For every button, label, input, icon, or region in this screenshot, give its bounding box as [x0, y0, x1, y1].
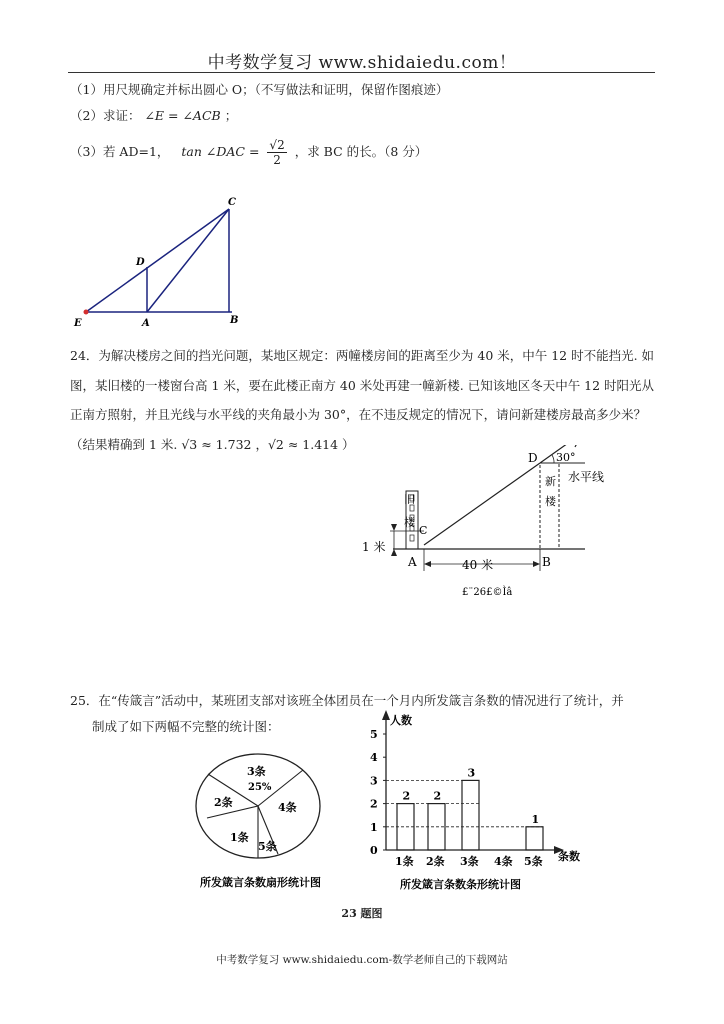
- label-40-meters: 40 米: [462, 558, 494, 572]
- header-divider: [68, 72, 655, 73]
- label-horizontal-line: 水平线: [568, 470, 605, 484]
- x-tick-label: 1条: [395, 855, 414, 868]
- label-B: B: [230, 315, 239, 326]
- part3-fraction-denominator: 2: [273, 153, 281, 167]
- pie-chart: [190, 750, 350, 895]
- angle-arc: [552, 455, 554, 463]
- x-tick-label: 5条: [524, 855, 543, 868]
- pie-label-percent: 25%: [248, 782, 272, 793]
- problem24-line1: 24．为解决楼房之间的挡光问题，某地区规定：两幢楼房间的距离至少为 40 米，中午 12 时不能挡光. 如: [70, 348, 655, 363]
- arrow-down-icon: [391, 524, 397, 531]
- arrow-left-icon: [424, 561, 431, 567]
- label-A: A: [408, 555, 417, 569]
- sun-ray-arrow-icon: [570, 445, 582, 447]
- part2-prefix: （2）求证：: [70, 108, 141, 123]
- bar-5: [526, 827, 543, 850]
- part3-tan: tan ∠DAC =: [181, 144, 260, 159]
- segment-AC: [147, 209, 229, 312]
- label-D: D: [136, 257, 145, 268]
- bar-data-label: 2: [433, 789, 442, 803]
- figure-caption: £¨26£©Ìâ: [462, 587, 513, 595]
- building-figure: [360, 445, 630, 595]
- y-tick-label: 2: [370, 797, 378, 811]
- problem24-line2: 图，某旧楼的一楼窗台高 1 米，要在此楼正南方 40 米处再建一幢新楼. 已知该地区冬天中午 12 时阳光从: [70, 378, 655, 393]
- bar-chart-title: 所发箴言条数条形统计图: [400, 878, 521, 891]
- label-new-building-2: 楼: [545, 495, 556, 508]
- arrow-right-icon: [533, 561, 540, 567]
- x-tick-label: 4条: [494, 855, 513, 868]
- problem24-line3: 正南方照射，并且光线与水平线的夹角最小为 30°，在不违反规定的情况下，请问新建楼房最高多少米？: [70, 407, 647, 422]
- problem25-line1: 25．在“传箴言”活动中，某班团支部对该班全体团员在一个月内所发箴言条数的情况进行了统计，并: [70, 693, 624, 708]
- point-E: [84, 310, 89, 315]
- x-tick-label: 2条: [426, 855, 445, 868]
- part2-math: ∠E = ∠ACB: [144, 108, 221, 123]
- part3-fraction-numerator: √2: [269, 138, 285, 152]
- page-footer: 中考数学复习 www.shidaiedu.com-数学老师自己的下载网站: [216, 954, 508, 966]
- label-angle-30: 30°: [556, 451, 576, 464]
- label-E: E: [74, 318, 82, 329]
- bar-data-label: 2: [402, 789, 411, 803]
- sun-ray: [424, 463, 540, 545]
- y-tick-label: 3: [370, 774, 378, 788]
- label-old-building-1: 旧: [404, 493, 415, 506]
- triangle-figure: [70, 195, 250, 335]
- label-A: A: [142, 318, 150, 329]
- part2-line: [70, 106, 237, 124]
- y-tick-label: 4: [370, 751, 378, 765]
- part3-prefix: （3）若 AD=1，: [70, 144, 170, 159]
- y-tick-label: 5: [370, 728, 378, 741]
- part3-line: [70, 138, 427, 167]
- x-tick-label: 3条: [460, 855, 479, 868]
- bar-chart: [360, 706, 620, 896]
- pie-label-2: 2条: [214, 796, 233, 809]
- bar-3: [462, 780, 479, 850]
- segment-EC: [86, 209, 229, 312]
- label-C: C: [228, 197, 236, 208]
- part2-suffix: ；: [224, 108, 238, 123]
- label-B: B: [542, 555, 551, 569]
- bar-chart-axes: [382, 710, 564, 854]
- part3-suffix: ，求 BC 的长。（8 分）: [294, 144, 428, 159]
- page-header-title: 中考数学复习 www.shidaiedu.com！: [207, 53, 517, 73]
- y-axis-label: 人数: [390, 714, 412, 727]
- y-tick-label: 0: [370, 844, 378, 857]
- figure-number-caption: 23 题图: [341, 907, 383, 920]
- y-axis-arrow-icon: [382, 710, 390, 720]
- y-tick-label: 1: [370, 820, 378, 834]
- pie-label-5: 5条: [258, 840, 277, 853]
- label-D: D: [528, 451, 538, 465]
- part1-text: （1）用尺规确定并标出圆心 O；（不写做法和证明，保留作图痕迹）: [70, 82, 449, 97]
- pie-label-4: 4条: [278, 801, 297, 814]
- pie-label-1: 1条: [230, 831, 249, 844]
- pie-chart-title: 所发箴言条数扇形统计图: [200, 876, 321, 889]
- bar-data-label: 1: [531, 812, 540, 826]
- label-old-building-2: 楼: [404, 516, 415, 529]
- label-new-building-1: 新: [545, 475, 556, 488]
- part3-fraction: [267, 138, 286, 167]
- problem24-line4: （结果精确到 1 米. √3 ≈ 1.732 ，√2 ≈ 1.414 ）: [70, 437, 355, 452]
- arrow-up-icon: [391, 549, 397, 556]
- problem25-line2: 制成了如下两幅不完整的统计图：: [92, 719, 280, 734]
- label-C: C: [419, 524, 428, 537]
- label-1-meter: 1 米: [362, 540, 386, 554]
- x-axis-label: 条数: [558, 850, 580, 863]
- bar-data-label: 3: [467, 766, 476, 780]
- pie-label-3: 3条: [247, 765, 266, 778]
